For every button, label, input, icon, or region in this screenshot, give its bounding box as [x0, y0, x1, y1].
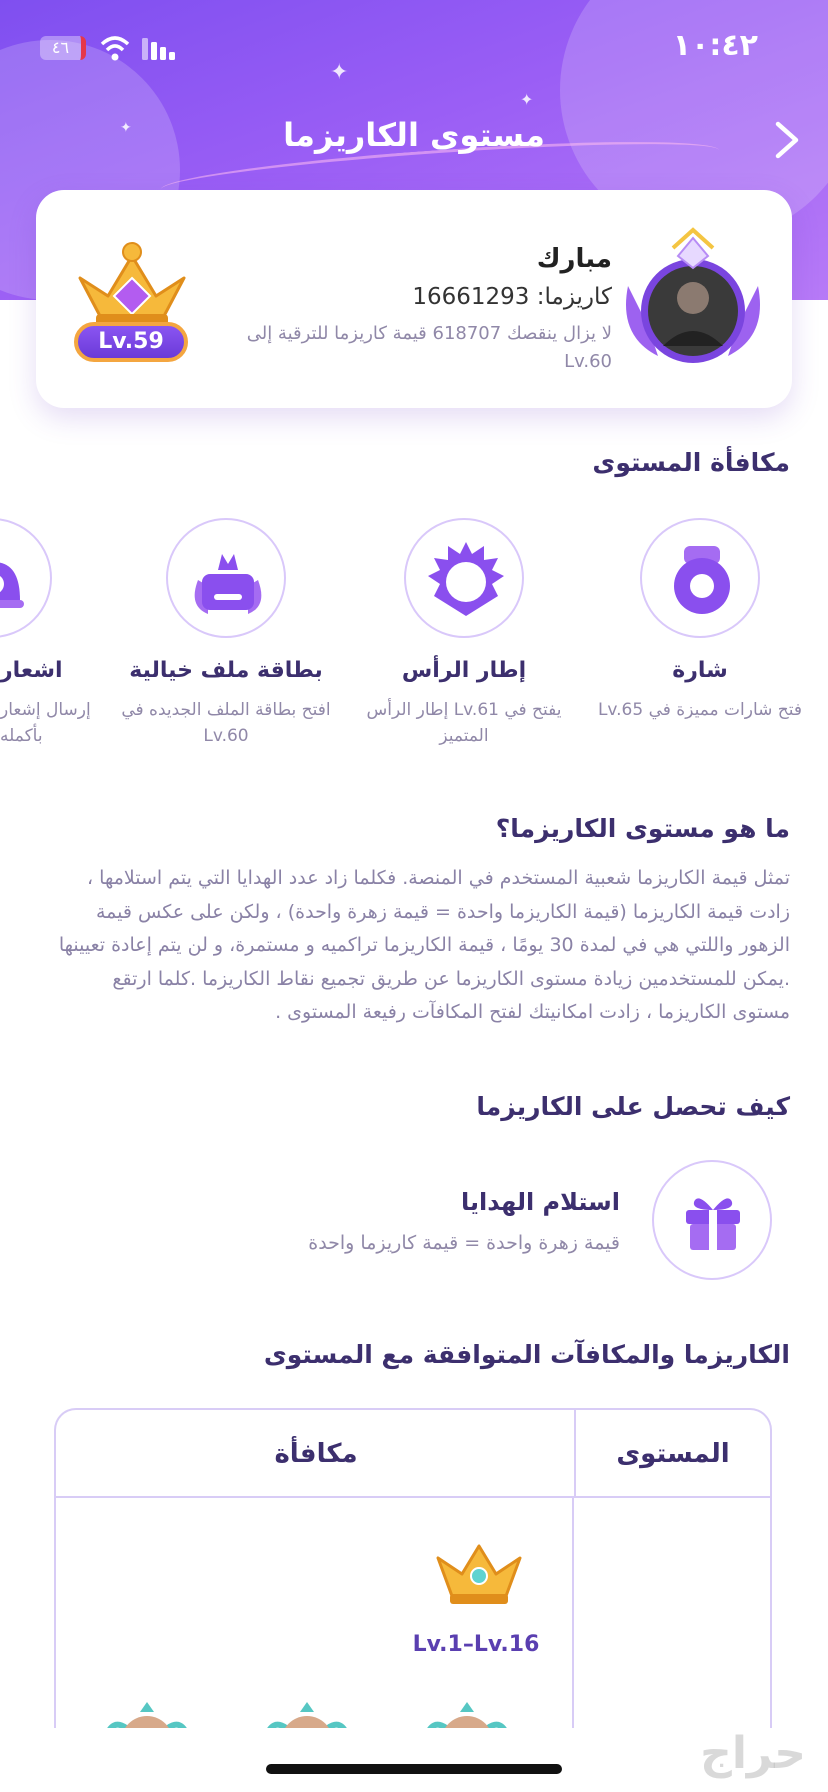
what-is-title: ما هو مستوى الكاريزما؟ — [495, 814, 790, 843]
how-to-get-title: كيف تحصل على الكاريزما — [476, 1092, 790, 1121]
tier-range: Lv.1–Lv.16 — [412, 1632, 540, 1657]
cellular-signal-icon — [142, 38, 178, 60]
what-is-body: تمثل قيمة الكاريزما شعبية المستخدم في المنصة. فكلما زاد عدد الهدايا التي يتم استلامها ، زادت قيمة الكاريزما (قيمة الكاريزما واحدة = قيمة زهرة واحدة) ، ولكن على عكس قيمة الزهور واللتي هي في لمدة 30 يومًا ، قيمة الكاريزما تراكميه و مستمرة، و لن يتم إعادة تعيينها .يمكن للمستخدمين زيادة مستوى الكاريزما عن طريق تجميع نقاط الكاريزما .كلما ارتقع مستوى الكاريزما ، زادت امكانيتك لفتح المكافآت رفيعة المستوى . — [58, 867, 790, 1023]
reward-badge[interactable]: شارة فتح شارات مميزة في Lv.65 — [580, 518, 820, 723]
gift-icon — [680, 1188, 746, 1254]
gift-title: استلام الهدايا — [461, 1188, 620, 1216]
level-badge: Lv.59 — [74, 322, 188, 362]
head-frame-icon — [426, 540, 506, 620]
gold-crown-icon — [434, 1540, 524, 1610]
avatar-frame-icon — [102, 1698, 192, 1728]
notification-icon — [0, 540, 34, 620]
page-title: مستوى الكاريزما — [283, 116, 545, 154]
reward-notification[interactable]: اشعار إرسال إشعار بأكمله — [0, 518, 112, 749]
sparkle-icon: ✦ — [120, 120, 132, 136]
gift-item[interactable] — [652, 1160, 772, 1280]
gift-desc: قيمة زهرة واحدة = قيمة كاريزما واحدة — [308, 1232, 620, 1254]
reward-head-frame[interactable]: إطار الرأس يفتح في Lv.61 إطار الرأس المتميز — [344, 518, 584, 749]
sparkle-icon: ✦ — [520, 90, 534, 109]
level-reward-table — [54, 1408, 772, 1728]
watermark-logo: حراج — [700, 1728, 806, 1779]
profile-card — [36, 190, 792, 408]
level-progress-text: لا يزال ينقصك 618707 قيمة كاريزما للترقية إلى Lv.60 — [246, 323, 612, 372]
clock: ١٠:٤٢ — [672, 28, 758, 63]
charisma-value: كاريزما: 16661293 — [412, 284, 612, 310]
table-header-level: المستوى — [574, 1410, 770, 1498]
reward-profile-card[interactable]: بطاقة ملف خيالية افتح بطاقة الملف الجديده في Lv.60 — [106, 518, 346, 749]
avatar-with-frame[interactable] — [618, 226, 768, 376]
battery-level: ٤٦ — [51, 38, 70, 57]
table-header-reward: مكافأة — [56, 1410, 576, 1498]
home-indicator[interactable] — [266, 1764, 562, 1774]
badge-icon — [662, 540, 742, 620]
user-name: مبارك — [536, 244, 612, 274]
wifi-icon — [100, 34, 130, 62]
sparkle-icon: ✦ — [330, 60, 349, 85]
avatar-frame-icon — [422, 1698, 512, 1728]
table-title: الكاريزما والمكافآت المتوافقة مع المستوى — [263, 1340, 790, 1369]
avatar-frame-icon — [262, 1698, 352, 1728]
profile-card-icon — [188, 540, 268, 620]
status-bar — [0, 0, 828, 100]
battery-indicator — [40, 36, 86, 60]
level-rewards-title: مكافأة المستوى — [592, 448, 790, 477]
